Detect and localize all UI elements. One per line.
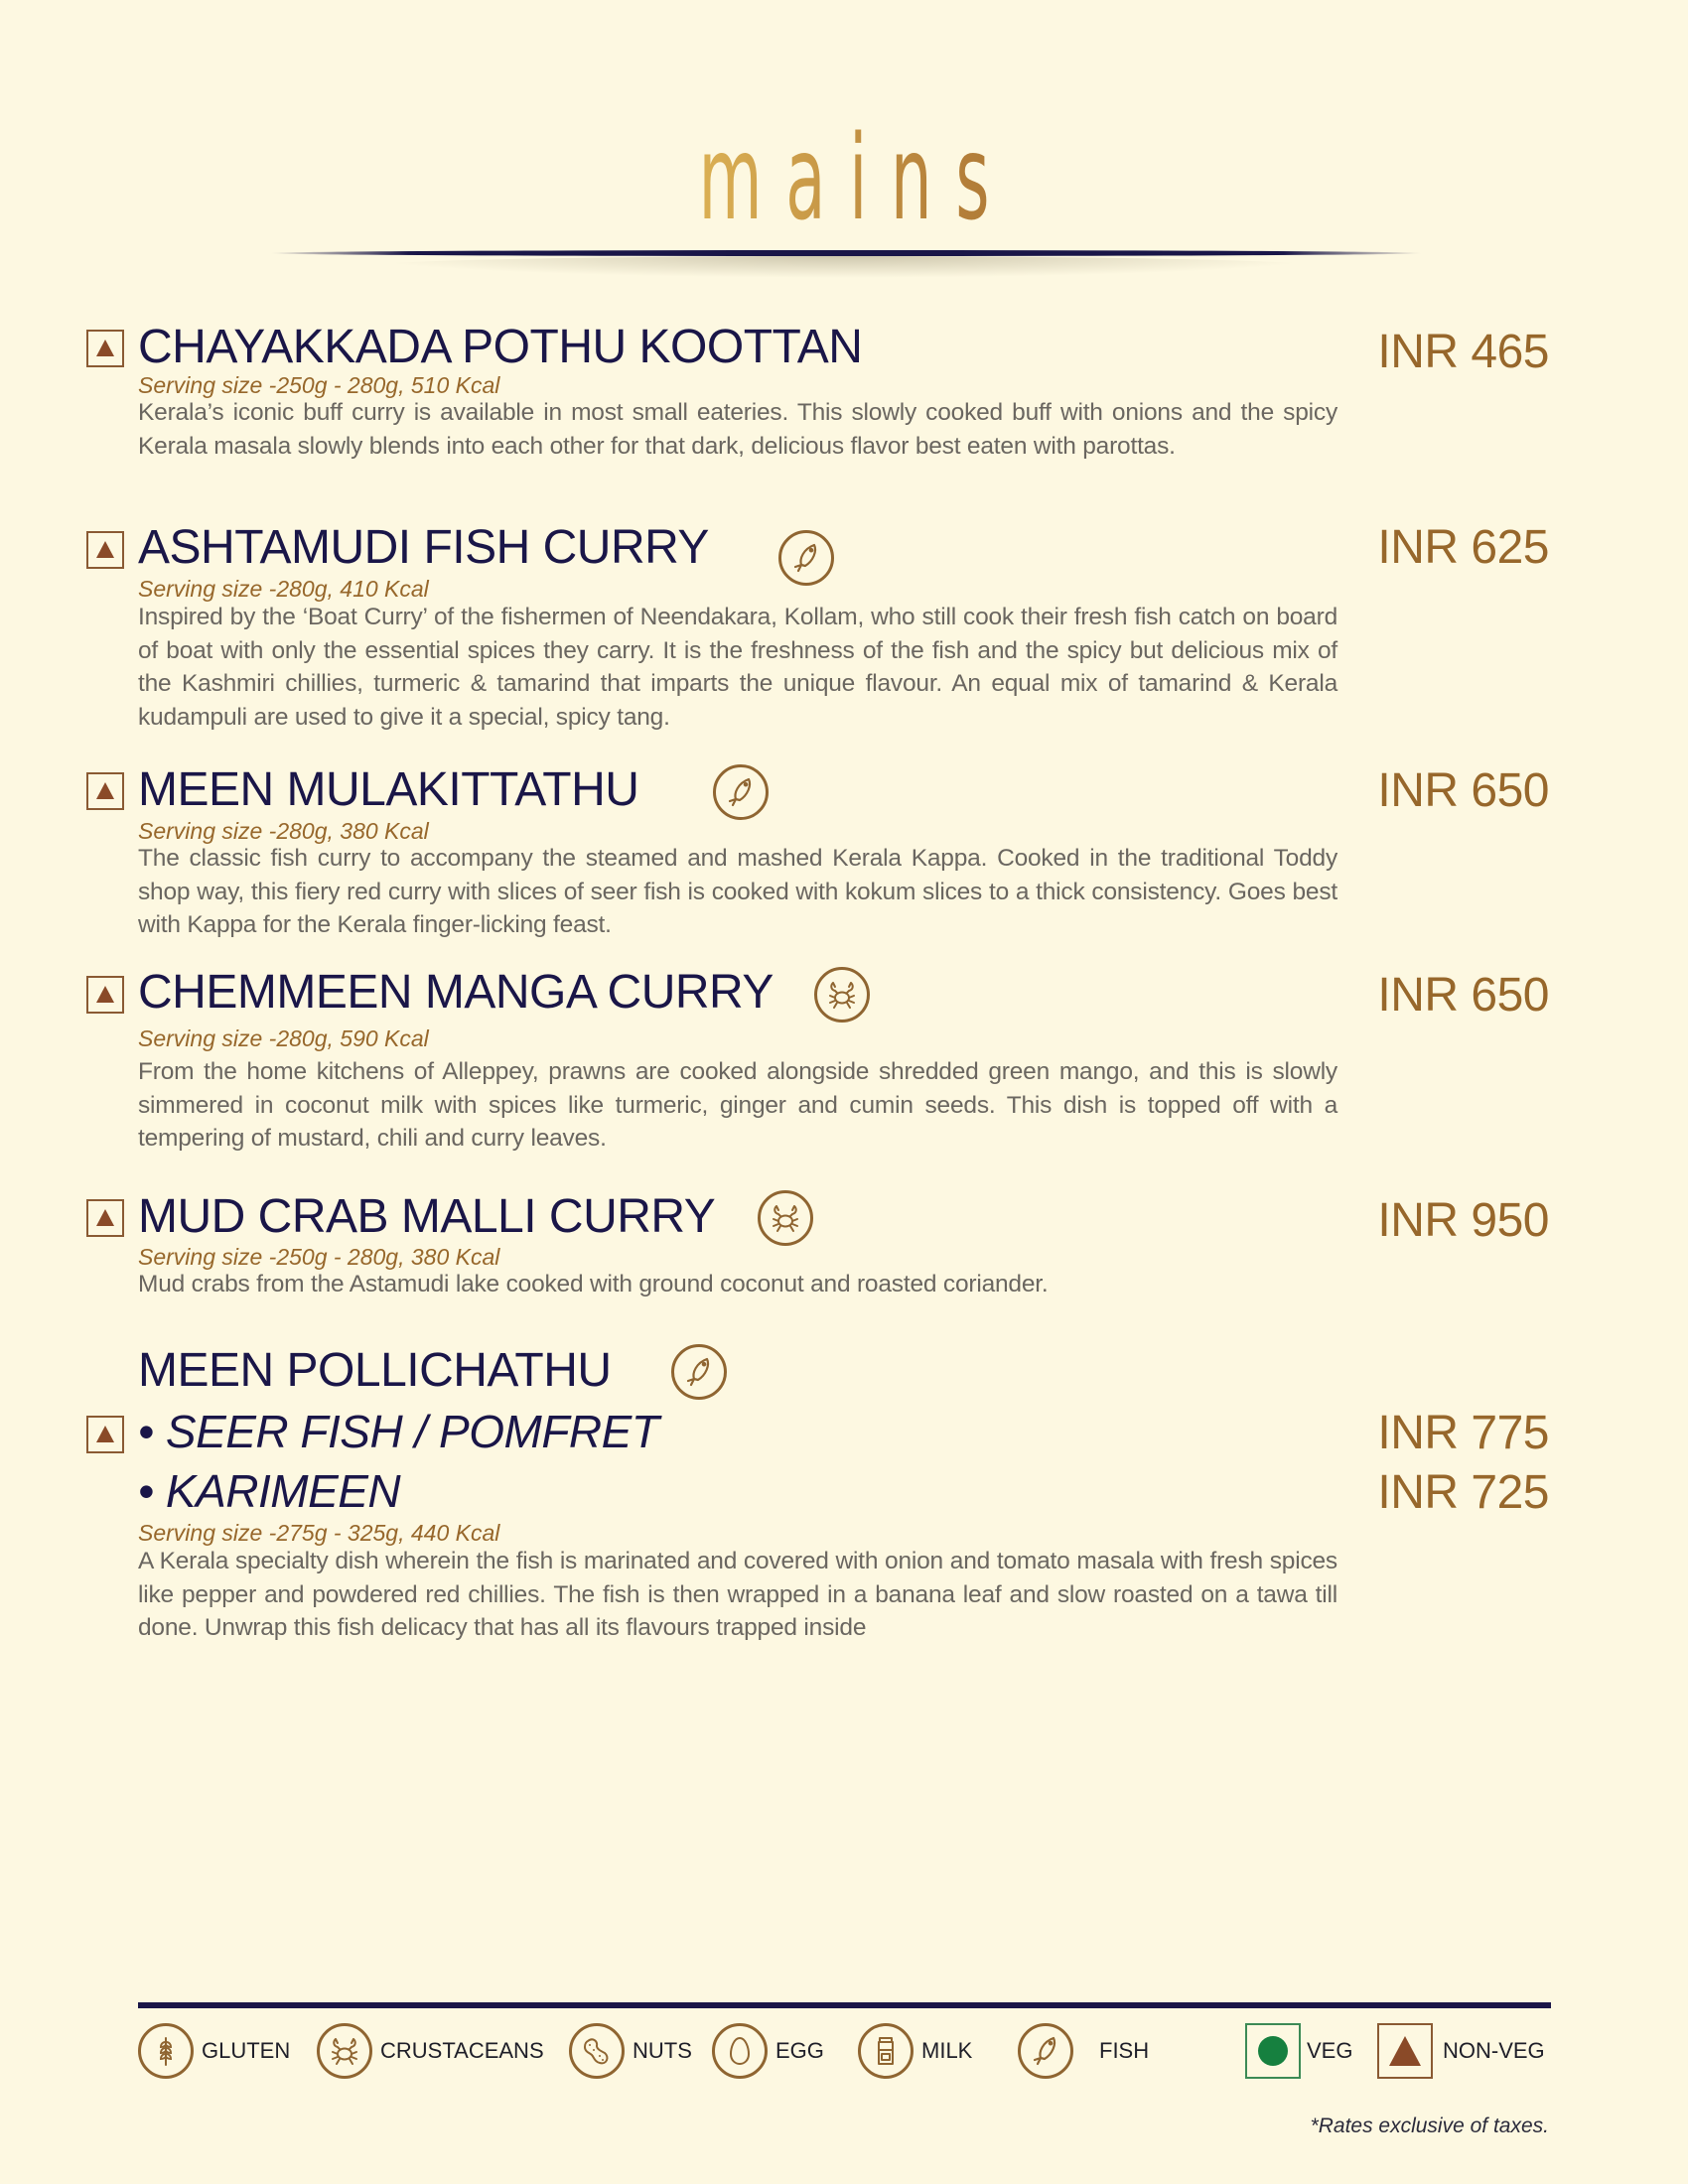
legend-label: FISH	[1099, 2038, 1150, 2063]
legend-label: VEG	[1307, 2038, 1353, 2063]
dish-name: MUD CRAB MALLI CURRY	[138, 1190, 716, 1243]
dish-price: INR 650	[1377, 969, 1549, 1022]
variant-karimeen: • KARIMEEN	[138, 1465, 401, 1517]
legend-label: NUTS	[633, 2038, 692, 2063]
title-divider-shadow	[357, 256, 1331, 278]
dish-name: MEEN MULAKITTATHU	[138, 763, 639, 816]
serving-size: Serving size -250g - 280g, 380 Kcal	[138, 1244, 500, 1270]
dish-description: Kerala’s iconic buff curry is available in most small eateries. This slowly cooked buff with onions and the spicy Kerala masala slowly blends into each other for that dark, delicious flavor best eaten with parottas.	[138, 399, 1337, 460]
serving-size: Serving size -250g - 280g, 510 Kcal	[138, 372, 500, 398]
dish-description: Inspired by the ‘Boat Curry’ of the fishermen of Neendakara, Kollam, who still cook their fresh fish catch on board of boat with only the essential spices they carry. It is the freshness of the fish and the spicy but delicious mix of the Kashmiri chillies, turmeric & tamarind that imparts the unique flavour. An equal mix of tamarind & Kerala kudampuli are used to give it a special, spicy tang.	[138, 604, 1337, 731]
dish-name: ASHTAMUDI FISH CURRY	[138, 521, 709, 574]
legend-label: MILK	[921, 2038, 973, 2063]
legend-milk	[858, 2023, 972, 2079]
dish-description: From the home kitchens of Alleppey, prawns are cooked alongside shredded green mango, and this is slowly simmered in coconut milk with spices like turmeric, ginger and cumin seeds. This dish is topped off with a tempering of mustard, chili and curry leaves.	[138, 1058, 1337, 1152]
dish-price: INR 465	[1377, 326, 1549, 378]
dish-description: A Kerala specialty dish wherein the fish is marinated and covered with onion and tomato masala with fresh spices like pepper and powdered red chillies. The fish is then wrapped in a banana leaf and slow roasted on a tawa till done. Unwrap this fish delicacy that has all its flavours trapped inside	[138, 1548, 1337, 1641]
serving-size: Serving size -280g, 590 Kcal	[138, 1025, 429, 1051]
non-veg-icon	[86, 1199, 124, 1237]
legend-non-veg	[1377, 2023, 1545, 2079]
legend-fish	[1018, 2023, 1149, 2079]
dish-name: CHEMMEEN MANGA CURRY	[138, 966, 774, 1019]
variant-price: INR 775	[1377, 1407, 1549, 1459]
crustaceans-icon	[814, 967, 870, 1023]
fish-icon	[778, 530, 834, 586]
serving-size: Serving size -280g, 410 Kcal	[138, 576, 429, 602]
dish-price: INR 650	[1377, 764, 1549, 817]
fish-icon	[1018, 2023, 1073, 2079]
non-veg-icon	[86, 976, 124, 1014]
dish-price: INR 950	[1377, 1194, 1549, 1247]
rates-footnote: *Rates exclusive of taxes.	[1310, 2115, 1549, 2137]
crustaceans-icon	[317, 2023, 372, 2079]
legend-label: EGG	[775, 2038, 824, 2063]
legend-label: NON-VEG	[1443, 2038, 1545, 2063]
crustaceans-icon	[758, 1190, 813, 1246]
non-veg-icon	[86, 772, 124, 810]
dish-price: INR 625	[1377, 521, 1549, 574]
legend-label: CRUSTACEANS	[380, 2038, 544, 2063]
non-veg-icon	[86, 1416, 124, 1453]
variant-seer-fish-pomfret: • SEER FISH / POMFRET	[138, 1406, 659, 1457]
dish-description: The classic fish curry to accompany the steamed and mashed Kerala Kappa. Cooked in the traditional Toddy shop way, this fiery red curry with slices of seer fish is cooked with kokum slices to a thick consistency. Goes best with Kappa for the Kerala finger-licking feast.	[138, 845, 1337, 938]
nuts-icon	[569, 2023, 625, 2079]
serving-size: Serving size -280g, 380 Kcal	[138, 818, 429, 844]
veg-icon	[1245, 2023, 1301, 2079]
legend-label: GLUTEN	[202, 2038, 291, 2063]
non-veg-icon	[86, 531, 124, 569]
legend-gluten	[138, 2023, 290, 2079]
non-veg-icon	[1377, 2023, 1433, 2079]
serving-size: Serving size -275g - 325g, 440 Kcal	[138, 1520, 500, 1546]
dish-name: CHAYAKKADA POTHU KOOTTAN	[138, 321, 863, 373]
milk-icon	[858, 2023, 914, 2079]
legend-veg	[1245, 2023, 1352, 2079]
fish-icon	[671, 1344, 727, 1400]
legend-nuts	[569, 2023, 692, 2079]
egg-icon	[712, 2023, 768, 2079]
variant-price: INR 725	[1377, 1466, 1549, 1519]
legend-egg	[712, 2023, 824, 2079]
fish-icon	[713, 764, 769, 820]
dish-name: MEEN POLLICHATHU	[138, 1344, 612, 1397]
dish-description: Mud crabs from the Astamudi lake cooked with ground coconut and roasted coriander.	[138, 1271, 1049, 1297]
legend-crustaceans	[317, 2023, 544, 2079]
gluten-icon	[138, 2023, 194, 2079]
legend-divider	[138, 2002, 1551, 2008]
page-title: mains	[321, 119, 1367, 236]
non-veg-icon	[86, 330, 124, 367]
